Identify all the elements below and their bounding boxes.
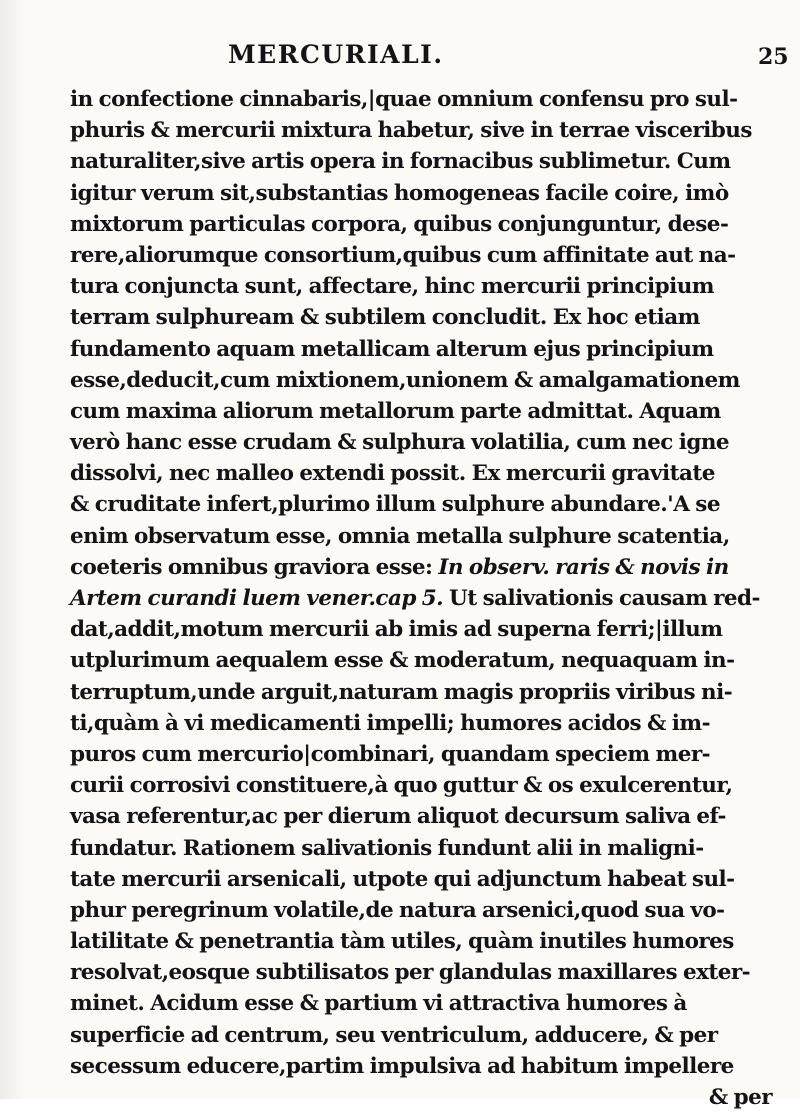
text-line — [70, 895, 782, 926]
line-text: secessum educere,partim impulsiva ad habitum impellere — [70, 1053, 734, 1079]
text-line — [70, 209, 782, 240]
gutter-shadow — [0, 0, 26, 1099]
line-text: phur peregrinum volatile,de natura arsenici,quod sua vo- — [70, 897, 725, 923]
text-line — [70, 739, 782, 770]
line-text: vasa referentur,ac per dierum aliquot decursum saliva ef- — [70, 804, 726, 830]
text-line — [70, 521, 782, 552]
text-line — [70, 957, 782, 988]
text-line — [70, 677, 782, 708]
line-text: mixtorum particulas corpora, quibus conjunguntur, dese- — [70, 211, 729, 237]
text-line — [70, 552, 782, 583]
line-text: coeteris omnibus graviora esse: — [70, 554, 439, 580]
line-text: tura conjuncta sunt, affectare, hinc mercurii principium — [70, 274, 714, 300]
line-text: rere,aliorumque consortium,quibus cum affinitate aut na- — [70, 242, 736, 268]
running-head — [0, 40, 800, 80]
line-text: igitur verum sit,substantias homogeneas facile coire, imò — [70, 180, 729, 206]
text-line — [70, 302, 782, 333]
citation-text: In observ. raris & novis in — [438, 554, 729, 580]
text-line — [70, 84, 782, 115]
text-line — [70, 115, 782, 146]
line-text: minet. Acidum esse & partium vi attractiva humores à — [70, 991, 687, 1017]
line-text: curii corrosivi constituere,à quo guttur & os exulcerentur, — [70, 773, 733, 799]
text-line — [70, 926, 782, 957]
text-line — [70, 833, 782, 864]
text-line — [70, 770, 782, 801]
line-text: fundatur. Rationem salivationis fundunt alii in maligni- — [70, 835, 704, 861]
line-text: verò hanc esse crudam & sulphura volatilia, cum nec igne — [70, 430, 730, 456]
text-line — [70, 489, 782, 520]
text-line — [70, 1020, 782, 1051]
page-number: 25 — [758, 44, 789, 70]
line-text: & per — [708, 1085, 772, 1110]
text-line — [70, 396, 782, 427]
text-line — [70, 458, 782, 489]
text-line — [70, 146, 782, 177]
text-line — [70, 240, 782, 271]
text-line — [70, 645, 782, 676]
line-text: utplurimum aequalem esse & moderatum, nequaquam in- — [70, 648, 735, 674]
line-text: enim observatum esse, omnia metalla sulphure scatentia, — [70, 523, 730, 549]
line-text: resolvat,eosque subtilisatos per glandulas maxillares exter- — [70, 960, 751, 986]
line-text: naturaliter,sive artis opera in fornacibus sublimetur. Cum — [70, 149, 731, 175]
text-line — [70, 864, 782, 895]
text-line — [70, 583, 782, 614]
line-text: superficie ad centrum, seu ventriculum, adducere, & per — [70, 1022, 718, 1048]
line-text: tate mercurii arsenicali, utpote qui adjunctum habeat sul- — [70, 866, 735, 892]
text-line — [70, 334, 782, 365]
line-text: ti,quàm à vi medicamenti impelli; humores acidos & im- — [70, 710, 710, 736]
text-line — [70, 801, 782, 832]
text-line — [70, 427, 782, 458]
citation-text: Artem curandi luem vener.cap 5. — [70, 586, 444, 611]
line-text: cum maxima aliorum metallorum parte admittat. Aquam — [70, 398, 721, 424]
line-text: dissolvi, nec malleo extendi possit. Ex mercurii gravitate — [70, 461, 715, 487]
line-text: esse,deducit,cum mixtionem,unionem & amalgamationem — [70, 367, 740, 393]
line-text: fundamento aquam metallicam alterum ejus principium — [70, 336, 714, 362]
line-text: phuris & mercurii mixtura habetur, sive in terrae visceribus — [70, 118, 752, 144]
running-title: MERCURIALI. — [228, 40, 444, 69]
text-line — [70, 708, 782, 739]
line-text: terruptum,unde arguit,naturam magis propriis viribus ni- — [70, 679, 733, 705]
text-line — [70, 988, 782, 1019]
text-line — [70, 1082, 782, 1113]
text-line — [70, 1051, 782, 1082]
line-text: Ut salivationis causam red- — [443, 586, 760, 611]
text-line — [70, 271, 782, 302]
body-text — [70, 84, 782, 1110]
line-text: puros cum mercurio|combinari, quandam speciem mer- — [70, 741, 711, 767]
line-text: & cruditate infert,plurimo illum sulphure abundare.'A se — [70, 492, 720, 518]
text-line — [70, 178, 782, 209]
line-text: latilitate & penetrantia tàm utiles, quàm inutiles humores — [70, 929, 734, 955]
text-line — [70, 614, 782, 645]
line-text: in confectione cinnabaris,|quae omnium confensu pro sul- — [70, 87, 738, 112]
line-text: terram sulphuream & subtilem concludit. Ex hoc etiam — [70, 305, 700, 331]
line-text: dat,addit,motum mercurii ab imis ad superna ferri;|illum — [70, 617, 723, 643]
text-line — [70, 365, 782, 396]
